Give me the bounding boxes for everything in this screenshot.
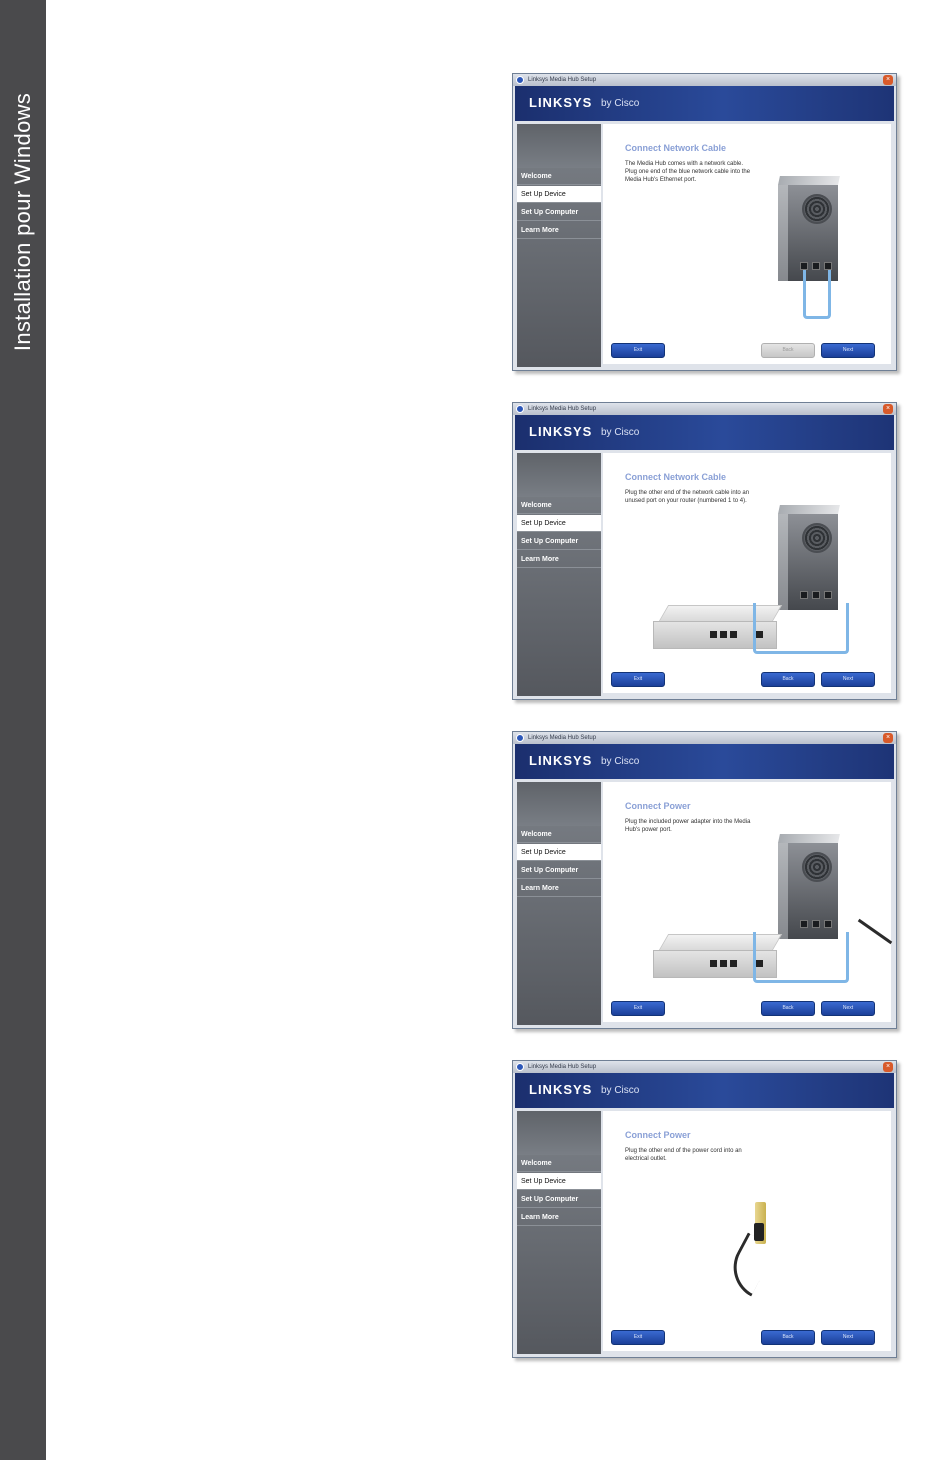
nav-item-set-up-device[interactable]: Set Up Device [517,186,601,203]
app-icon [516,405,524,413]
nav-item-set-up-computer[interactable]: Set Up Computer [517,1191,601,1208]
network-cable-illustration [753,603,849,654]
exit-button[interactable]: Exit [611,1330,665,1345]
nav-item-set-up-device[interactable]: Set Up Device [517,844,601,861]
app-icon [516,76,524,84]
nav-item-welcome[interactable]: Welcome [517,826,601,843]
window-title: Linksys Media Hub Setup [528,735,597,741]
exit-button[interactable]: Exit [611,343,665,358]
nav-item-set-up-computer[interactable]: Set Up Computer [517,533,601,550]
brand-banner [515,86,894,121]
wizard-sidebar [517,782,601,1025]
close-button[interactable]: × [883,404,893,414]
fan-grille-icon [802,194,832,224]
close-button[interactable]: × [883,733,893,743]
step-content [603,124,891,364]
window-title: Linksys Media Hub Setup [528,77,597,83]
nav-item-learn-more[interactable]: Learn More [517,551,601,568]
nav-item-learn-more[interactable]: Learn More [517,1209,601,1226]
step-description: Plug the included power adapter into the Media Hub's power port. [625,819,751,833]
nav-item-set-up-computer[interactable]: Set Up Computer [517,862,601,879]
brand-banner [515,744,894,779]
cisco-byline: by Cisco [601,756,640,767]
wizard-window-3 [512,731,897,1029]
nav-item-learn-more[interactable]: Learn More [517,880,601,897]
wizard-window-1 [512,73,897,371]
app-icon [516,734,524,742]
nav-item-set-up-computer[interactable]: Set Up Computer [517,204,601,221]
window-title: Linksys Media Hub Setup [528,1064,597,1070]
title-bar [513,1061,896,1073]
power-cable-illustration [858,919,892,944]
cisco-byline: by Cisco [601,98,640,109]
fan-grille-icon [802,852,832,882]
step-content [603,1111,891,1351]
nav-item-welcome[interactable]: Welcome [517,1155,601,1172]
step-title: Connect Power [625,801,691,811]
network-cable-illustration [803,270,831,319]
exit-button[interactable]: Exit [611,672,665,687]
back-button[interactable]: Back [761,672,815,687]
power-cord-illustration [722,1232,777,1296]
sidebar-header [517,453,601,497]
app-icon [516,1063,524,1071]
close-button[interactable]: × [883,1062,893,1072]
step-description: Plug the other end of the network cable into an unused port on your router (numbered 1 to 4). [625,490,750,504]
step-description: The Media Hub comes with a network cable. Plug one end of the blue network cable into the Media Hub's Ethernet port. [625,161,751,183]
network-cable-illustration [753,932,849,983]
nav-item-learn-more[interactable]: Learn More [517,222,601,239]
wizard-sidebar [517,124,601,367]
wizard-window-2 [512,402,897,700]
title-bar [513,732,896,744]
sidebar-header [517,1111,601,1155]
back-button[interactable]: Back [761,343,815,358]
exit-button[interactable]: Exit [611,1001,665,1016]
wizard-window-4 [512,1060,897,1358]
step-content [603,782,891,1022]
next-button[interactable]: Next [821,343,875,358]
sidebar-header [517,124,601,168]
brand-banner [515,415,894,450]
nav-item-welcome[interactable]: Welcome [517,497,601,514]
next-button[interactable]: Next [821,1001,875,1016]
nav-item-welcome[interactable]: Welcome [517,168,601,185]
step-title: Connect Network Cable [625,472,727,482]
side-tab-label: Installation pour Windows [10,92,35,352]
next-button[interactable]: Next [821,1330,875,1345]
title-bar [513,74,896,86]
fan-grille-icon [802,523,832,553]
back-button[interactable]: Back [761,1330,815,1345]
cisco-byline: by Cisco [601,1085,640,1096]
step-title: Connect Power [625,1130,691,1140]
nav-item-set-up-device[interactable]: Set Up Device [517,1173,601,1190]
close-button[interactable]: × [883,75,893,85]
linksys-logo: LINKSYS [529,1082,593,1097]
linksys-logo: LINKSYS [529,95,593,110]
step-title: Connect Network Cable [625,143,727,153]
step-content [603,453,891,693]
nav-item-set-up-device[interactable]: Set Up Device [517,515,601,532]
sidebar-header [517,782,601,826]
back-button[interactable]: Back [761,1001,815,1016]
step-description: Plug the other end of the power cord into an electrical outlet. [625,1148,742,1162]
cisco-byline: by Cisco [601,427,640,438]
side-tab [0,0,46,1460]
title-bar [513,403,896,415]
wizard-sidebar [517,1111,601,1354]
linksys-logo: LINKSYS [529,424,593,439]
window-title: Linksys Media Hub Setup [528,406,597,412]
brand-banner [515,1073,894,1108]
linksys-logo: LINKSYS [529,753,593,768]
wizard-sidebar [517,453,601,696]
next-button[interactable]: Next [821,672,875,687]
